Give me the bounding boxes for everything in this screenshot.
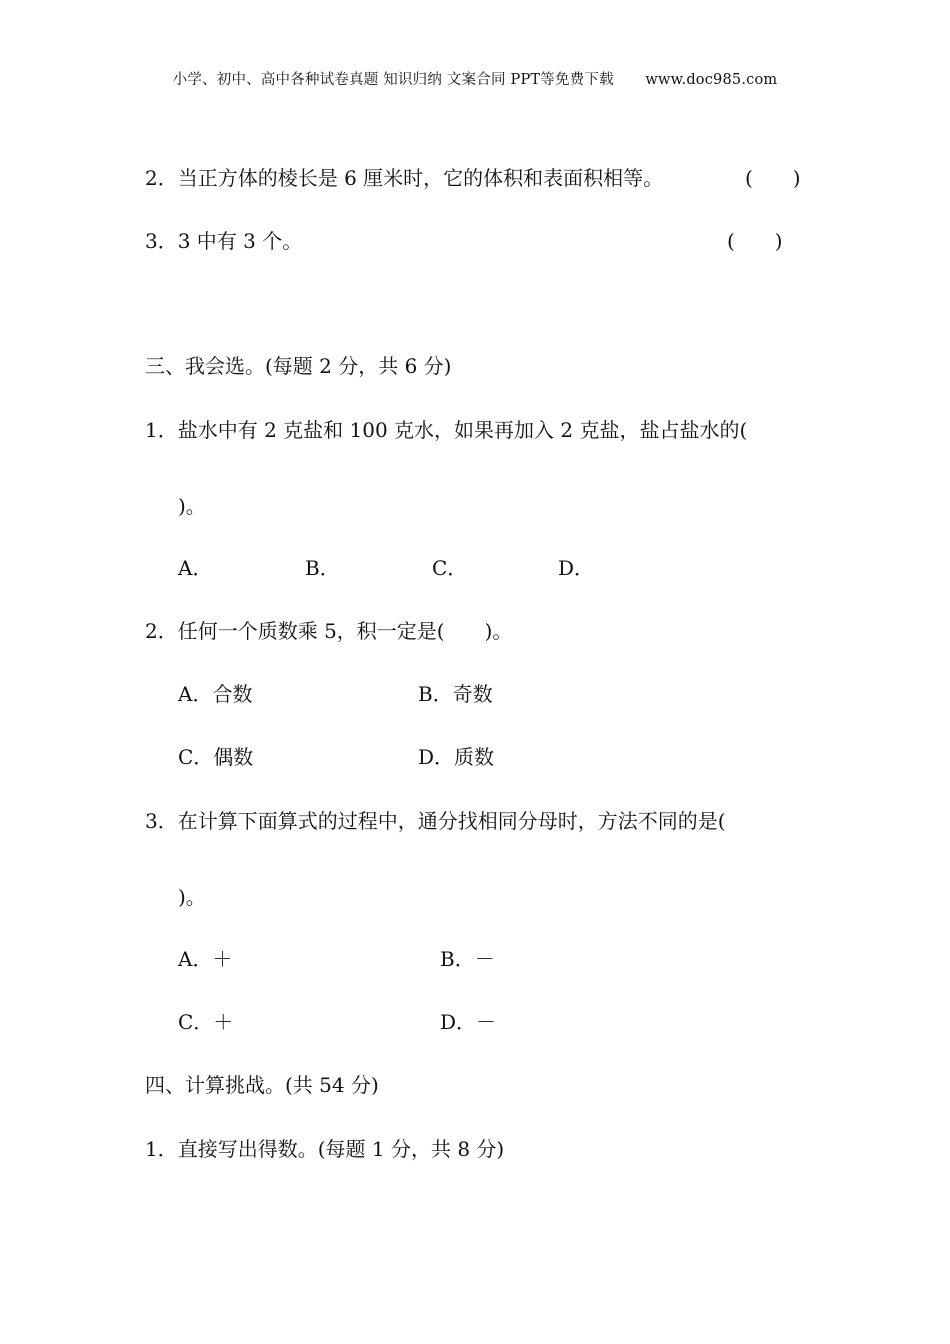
- mc2-option-d: D．质数: [418, 745, 495, 769]
- mc2-option-b: B．奇数: [418, 682, 493, 706]
- mc-question-1-cont: )。: [178, 494, 206, 518]
- section-title-3: 三、我会选。(每题 2 分，共 6 分): [145, 354, 452, 378]
- mc2-option-c: C．偶数: [178, 745, 254, 769]
- tf-question-3: 3．3 中有 3 个。: [145, 229, 303, 253]
- header-text: 小学、初中、高中各种试卷真题 知识归纳 文案合同 PPT等免费下载: [172, 72, 614, 88]
- mc-question-3: 3．在计算下面算式的过程中，通分找相同分母时，方法不同的是(: [145, 809, 726, 833]
- tf-answer-blank-2: ( ): [745, 166, 801, 190]
- mc-question-1: 1．盐水中有 2 克盐和 100 克水，如果再加入 2 克盐，盐占盐水的(: [145, 418, 748, 442]
- mc3-option-c: C．＋: [178, 1010, 234, 1034]
- mc3-option-b: B．－: [440, 947, 495, 971]
- mc1-option-a: A．: [178, 556, 213, 580]
- mc3-option-d: D．－: [440, 1010, 497, 1034]
- page-header: [0, 68, 950, 89]
- mc2-option-a: A．合数: [178, 682, 253, 706]
- mc3-option-a: A．＋: [178, 947, 233, 971]
- header-site: www.doc985.com: [645, 72, 778, 88]
- tf-answer-blank-3: ( ): [727, 229, 783, 253]
- mc-question-2: 2．任何一个质数乘 5，积一定是( )。: [145, 619, 513, 643]
- tf-question-2: 2．当正方体的棱长是 6 厘米时，它的体积和表面积相等。: [145, 166, 664, 190]
- mc-question-3-cont: )。: [178, 885, 206, 909]
- calc-question-1: 1．直接写出得数。(每题 1 分，共 8 分): [145, 1137, 505, 1161]
- mc1-option-d: D．: [558, 556, 595, 580]
- section-title-4: 四、计算挑战。(共 54 分): [145, 1073, 379, 1097]
- mc1-option-c: C．: [432, 556, 468, 580]
- mc1-option-b: B．: [305, 556, 340, 580]
